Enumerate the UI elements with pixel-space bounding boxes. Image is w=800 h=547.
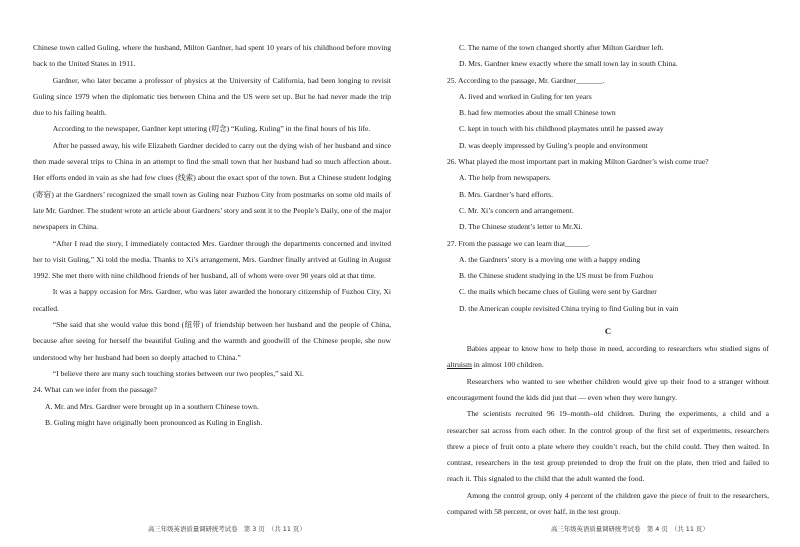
answer-option: B. Mrs. Gardner’s hard efforts. [459, 189, 553, 199]
question-stem: 26. What played the most important part in making Milton Gardner’s wish come true? [447, 157, 709, 167]
text-run: Babies appear to know how to help those in need, according to researchers who studied signs of [466, 344, 769, 354]
paragraph: It was a happy occasion for Mrs. Gardner, who was later awarded the honorary citizenship of Fuzhou City, Xi recalled. [33, 287, 391, 313]
paragraph: Gardner, who later became a professor of physics at the University of California, had been longing to revisit Guling since 1979 when the diplomatic ties between China and the US were set up. But he had never made the trip due to his failing health. [33, 75, 391, 118]
answer-option: C. Mr. Xi’s concern and arrangement. [459, 205, 574, 215]
answer-option: C. The name of the town changed shortly after Milton Gardner left. [459, 43, 664, 52]
paragraph: “After I read the story, I immediately contacted Mrs. Gardner through the departments concerned and invited her to visit Guling,” Xi told the media. Thanks to Xi’s arrangement, Mrs. Gardner finally arrived at Guling in August 1992. She met there with nine childhood friends of her husband, all of whom were over 90 years old at that time. [33, 238, 391, 281]
section-heading: C [604, 326, 612, 337]
answer-option: D. the American couple revisited China trying to find Guling but in vain [459, 303, 679, 313]
paragraph: The scientists recruited 96 19–month–old children. During the experiments, a child and a researcher sat across from each other. In the control group of the first set of experiments, researchers threw a piece of fruit onto a plate where they couldn’t reach, but the child could. They then waited. In contrast, researchers in the test group pretended to drop the fruit on the plate, then tried and failed to reach it. This signaled to the child that the adult wanted the food. [447, 409, 769, 484]
question-stem: 27. From the passage we can learn that______. [447, 238, 590, 248]
paragraph: After he passed away, his wife Elizabeth Gardner decided to carry out the dying wish of her husband and since then made several trips to China in an attempt to find the small town that her husband had so much affection about. Her efforts ended in vain as she had few clues (线索) about the exact spot of the town. But a Chinese student lodging (寄宿) at the Gardners’ recognized the small town as Guling near Fuzhou City from postmarks on some old mails of late Mr. Gardner. The student wrote an article about Gardners’ story and sent it to the People’s Daily, one of the major newspapers in China. [33, 140, 391, 232]
answer-option: A. Mr. and Mrs. Gardner were brought up in a southern Chinese town. [45, 401, 259, 411]
paragraph: According to the newspaper, Gardner kept uttering (叨念) “Kuling, Kuling” in the final hours of his life. [52, 124, 371, 134]
question-stem: 24. What can we infer from the passage? [33, 385, 157, 395]
answer-option: B. Guling might have originally been pronounced as Kuling in English. [45, 417, 263, 427]
answer-option: D. was deeply impressed by Guling’s people and environment [459, 140, 648, 150]
text-run: in almost 100 children. [471, 360, 544, 370]
answer-option: B. had few memories about the small Chinese town [459, 108, 616, 118]
question-stem: 25. According to the passage, Mr. Gardner_______. [447, 75, 605, 85]
paragraph: Chinese town called Guling, where the husband, Milton Gardner, had spent 10 years of his childhood before moving back to the United States in 1911. [33, 43, 391, 69]
answer-option: A. The help from newspapers. [459, 173, 551, 183]
underlined-word: altruism [447, 360, 472, 370]
page-footer-right: 高三年级英语质量调研统考试卷 第 4 页 （共 11 页） [551, 525, 709, 533]
answer-option: D. Mrs. Gardner knew exactly where the small town lay in south China. [459, 59, 678, 69]
paragraph: “I believe there are many such touching stories between our two peoples,” said Xi. [52, 368, 304, 378]
answer-option: C. the mails which became clues of Guling were sent by Gardner [459, 287, 657, 297]
left-page-column [33, 40, 391, 431]
answer-option: D. The Chinese student’s letter to Mr.Xi. [459, 222, 583, 232]
answer-option: A. lived and worked in Guling for ten years [459, 91, 592, 101]
paragraph: “She said that she would value this bond (纽带) of friendship between her husband and the people of China, because after seeing for herself the beautiful Guling and the warmth and goodwill of the Chinese people, she now understood why her husband had been so deeply attached to China.” [33, 320, 391, 362]
right-page-column [447, 40, 769, 520]
answer-option: A. the Gardners’ story is a moving one with a happy ending [459, 254, 641, 264]
answer-option: B. the Chinese student studying in the US must be from Fuzhou [459, 271, 654, 281]
paragraph [447, 341, 769, 374]
paragraph: Researchers who wanted to see whether children would give up their food to a stranger without encouragement found the kids did just that — even when they were hungry. [447, 376, 769, 402]
page-footer-left: 高三年级英语质量调研统考试卷 第 3 页 （共 11 页） [148, 525, 306, 533]
answer-option: C. kept in touch with his childhood playmates until he passed away [459, 124, 664, 134]
paragraph: Among the control group, only 4 percent of the children gave the piece of fruit to the researchers, compared with 58 percent, or over half, in the test group. [447, 490, 769, 517]
